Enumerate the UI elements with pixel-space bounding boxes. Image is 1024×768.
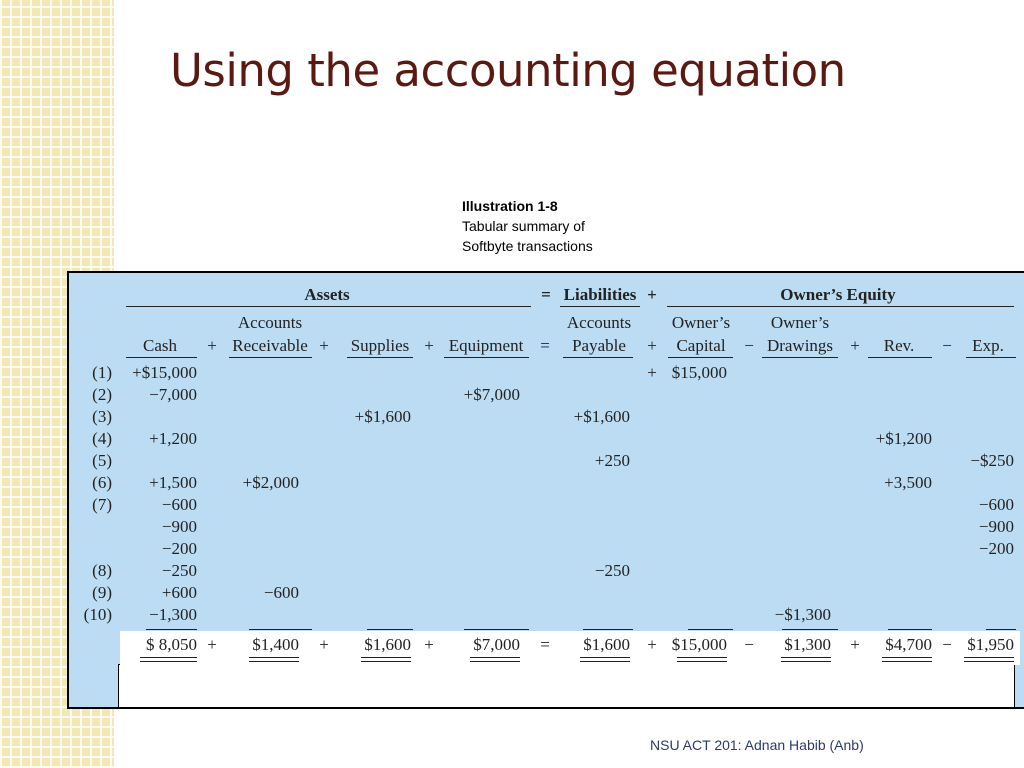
total-top-rule xyxy=(367,629,413,630)
table-cell: +$15,000 xyxy=(132,363,197,382)
total-operator: + xyxy=(424,635,434,654)
column-header-line2: Capital xyxy=(676,336,726,355)
total-cell: $1,400 xyxy=(252,635,299,654)
header-operator: + xyxy=(207,336,217,355)
total-double-rule-1 xyxy=(677,657,727,658)
table-cell: −600 xyxy=(978,495,1014,514)
total-double-rule-1 xyxy=(470,657,520,658)
row-label: (4) xyxy=(92,429,112,448)
table-cell: $15,000 xyxy=(671,363,727,382)
column-header-line1: Owner’s xyxy=(770,313,830,332)
total-double-rule-1 xyxy=(964,657,1014,658)
column-header-line2: Equipment xyxy=(448,336,524,355)
total-double-rule-1 xyxy=(580,657,630,658)
total-double-rule-2 xyxy=(882,661,932,662)
total-operator: − xyxy=(744,635,754,654)
group-header-plus: + xyxy=(647,285,657,304)
total-top-rule xyxy=(146,629,197,630)
header-operator: + xyxy=(319,336,329,355)
table-cell: −900 xyxy=(161,517,197,536)
caption-title: Illustration 1-8 xyxy=(462,198,558,214)
table-cell: −900 xyxy=(978,517,1014,536)
total-top-rule xyxy=(464,629,529,630)
equity-rule xyxy=(667,306,1014,307)
total-operator: + xyxy=(850,635,860,654)
header-operator: − xyxy=(942,336,952,355)
column-header-line2: Supplies xyxy=(350,336,410,355)
assets-rule xyxy=(126,306,531,307)
table-cell: −7,000 xyxy=(149,385,197,404)
table-cell: −$1,300 xyxy=(774,605,831,624)
table-cell: +$2,000 xyxy=(242,473,299,492)
row-label: (10) xyxy=(83,605,112,624)
table-cell: −$250 xyxy=(970,451,1014,470)
column-header-line2: Rev. xyxy=(883,336,915,355)
liabilities-rule xyxy=(560,306,640,307)
column-header-line2: Exp. xyxy=(972,336,1004,355)
total-cell: $1,600 xyxy=(364,635,411,654)
table-cell: +1,200 xyxy=(149,429,197,448)
column-header-rule xyxy=(868,357,932,358)
table-cell: +3,500 xyxy=(884,473,932,492)
illustration-caption xyxy=(462,196,593,256)
column-header-line2: Payable xyxy=(572,336,626,355)
table-cell: +$7,000 xyxy=(463,385,520,404)
total-operator: + xyxy=(319,635,329,654)
table-cell: −600 xyxy=(263,583,299,602)
column-header-rule xyxy=(762,357,838,358)
total-double-rule-2 xyxy=(470,661,520,662)
total-top-rule xyxy=(583,629,633,630)
table-cell: +1,500 xyxy=(149,473,197,492)
total-double-rule-2 xyxy=(964,661,1014,662)
footer-credit: NSU ACT 201: Adnan Habib (Anb) xyxy=(650,737,864,753)
table-cell: −200 xyxy=(161,539,197,558)
row-operator: + xyxy=(647,363,657,382)
total-top-rule xyxy=(782,629,838,630)
slide-title: Using the accounting equation xyxy=(170,44,846,97)
total-double-rule-1 xyxy=(361,657,411,658)
total-double-rule-1 xyxy=(882,657,932,658)
table-cell: −600 xyxy=(161,495,197,514)
column-header-rule xyxy=(444,357,529,358)
total-operator: − xyxy=(942,635,952,654)
column-header-line2: Receivable xyxy=(232,336,308,355)
table-cell: +$1,200 xyxy=(875,429,932,448)
header-operator: = xyxy=(540,336,550,355)
row-label: (5) xyxy=(92,451,112,470)
column-header-rule xyxy=(668,357,733,358)
total-cell: $4,700 xyxy=(885,635,932,654)
group-header-assets: Assets xyxy=(304,285,350,304)
header-operator: + xyxy=(647,336,657,355)
column-header-rule xyxy=(347,357,413,358)
total-double-rule-2 xyxy=(249,661,299,662)
total-top-rule xyxy=(688,629,733,630)
row-label: (9) xyxy=(92,583,112,602)
table-cell: +600 xyxy=(161,583,197,602)
column-header-rule xyxy=(563,357,633,358)
total-top-rule xyxy=(986,629,1016,630)
total-double-rule-2 xyxy=(140,661,197,662)
table-cell: +250 xyxy=(594,451,630,470)
total-double-rule-1 xyxy=(781,657,831,658)
row-label: (8) xyxy=(92,561,112,580)
total-cell: $1,300 xyxy=(784,635,831,654)
total-double-rule-2 xyxy=(580,661,630,662)
column-header-line1: Owner’s xyxy=(671,313,731,332)
caption-line-2: Softbyte transactions xyxy=(462,238,593,254)
table-cell: +$1,600 xyxy=(573,407,630,426)
row-label: (2) xyxy=(92,385,112,404)
column-header-rule xyxy=(229,357,312,358)
total-operator: + xyxy=(647,635,657,654)
total-double-rule-2 xyxy=(361,661,411,662)
total-cell: $ 8,050 xyxy=(146,635,197,654)
row-label: (7) xyxy=(92,495,112,514)
column-header-line1: Accounts xyxy=(237,313,303,332)
header-operator: + xyxy=(424,336,434,355)
table-cell: −1,300 xyxy=(149,605,197,624)
blank-box xyxy=(118,664,1015,708)
group-header-liabilities: Liabilities xyxy=(563,285,637,304)
row-label: (1) xyxy=(92,363,112,382)
table-cell: −250 xyxy=(161,561,197,580)
table-cell: +$1,600 xyxy=(354,407,411,426)
total-cell: $15,000 xyxy=(671,635,727,654)
caption-line-1: Tabular summary of xyxy=(462,218,585,234)
column-header-line1: Accounts xyxy=(566,313,632,332)
total-operator: = xyxy=(540,635,550,654)
total-top-rule xyxy=(888,629,932,630)
total-double-rule-1 xyxy=(140,657,197,658)
group-header-owners-equity: Owner’s Equity xyxy=(780,285,896,304)
total-double-rule-2 xyxy=(781,661,831,662)
column-header-rule xyxy=(966,357,1016,358)
total-cell: $7,000 xyxy=(473,635,520,654)
total-cell: $1,600 xyxy=(583,635,630,654)
table-cell: −200 xyxy=(978,539,1014,558)
total-top-rule xyxy=(249,629,312,630)
group-header-equals: = xyxy=(541,285,551,304)
total-operator: + xyxy=(207,635,217,654)
total-double-rule-1 xyxy=(249,657,299,658)
row-label: (3) xyxy=(92,407,112,426)
table-cell: −250 xyxy=(594,561,630,580)
total-cell: $1,950 xyxy=(967,635,1014,654)
header-operator: − xyxy=(744,336,754,355)
total-double-rule-2 xyxy=(677,661,727,662)
row-label: (6) xyxy=(92,473,112,492)
column-header-line2: Drawings xyxy=(766,336,834,355)
column-header-rule xyxy=(126,357,197,358)
header-operator: + xyxy=(850,336,860,355)
column-header-line2: Cash xyxy=(143,336,177,355)
